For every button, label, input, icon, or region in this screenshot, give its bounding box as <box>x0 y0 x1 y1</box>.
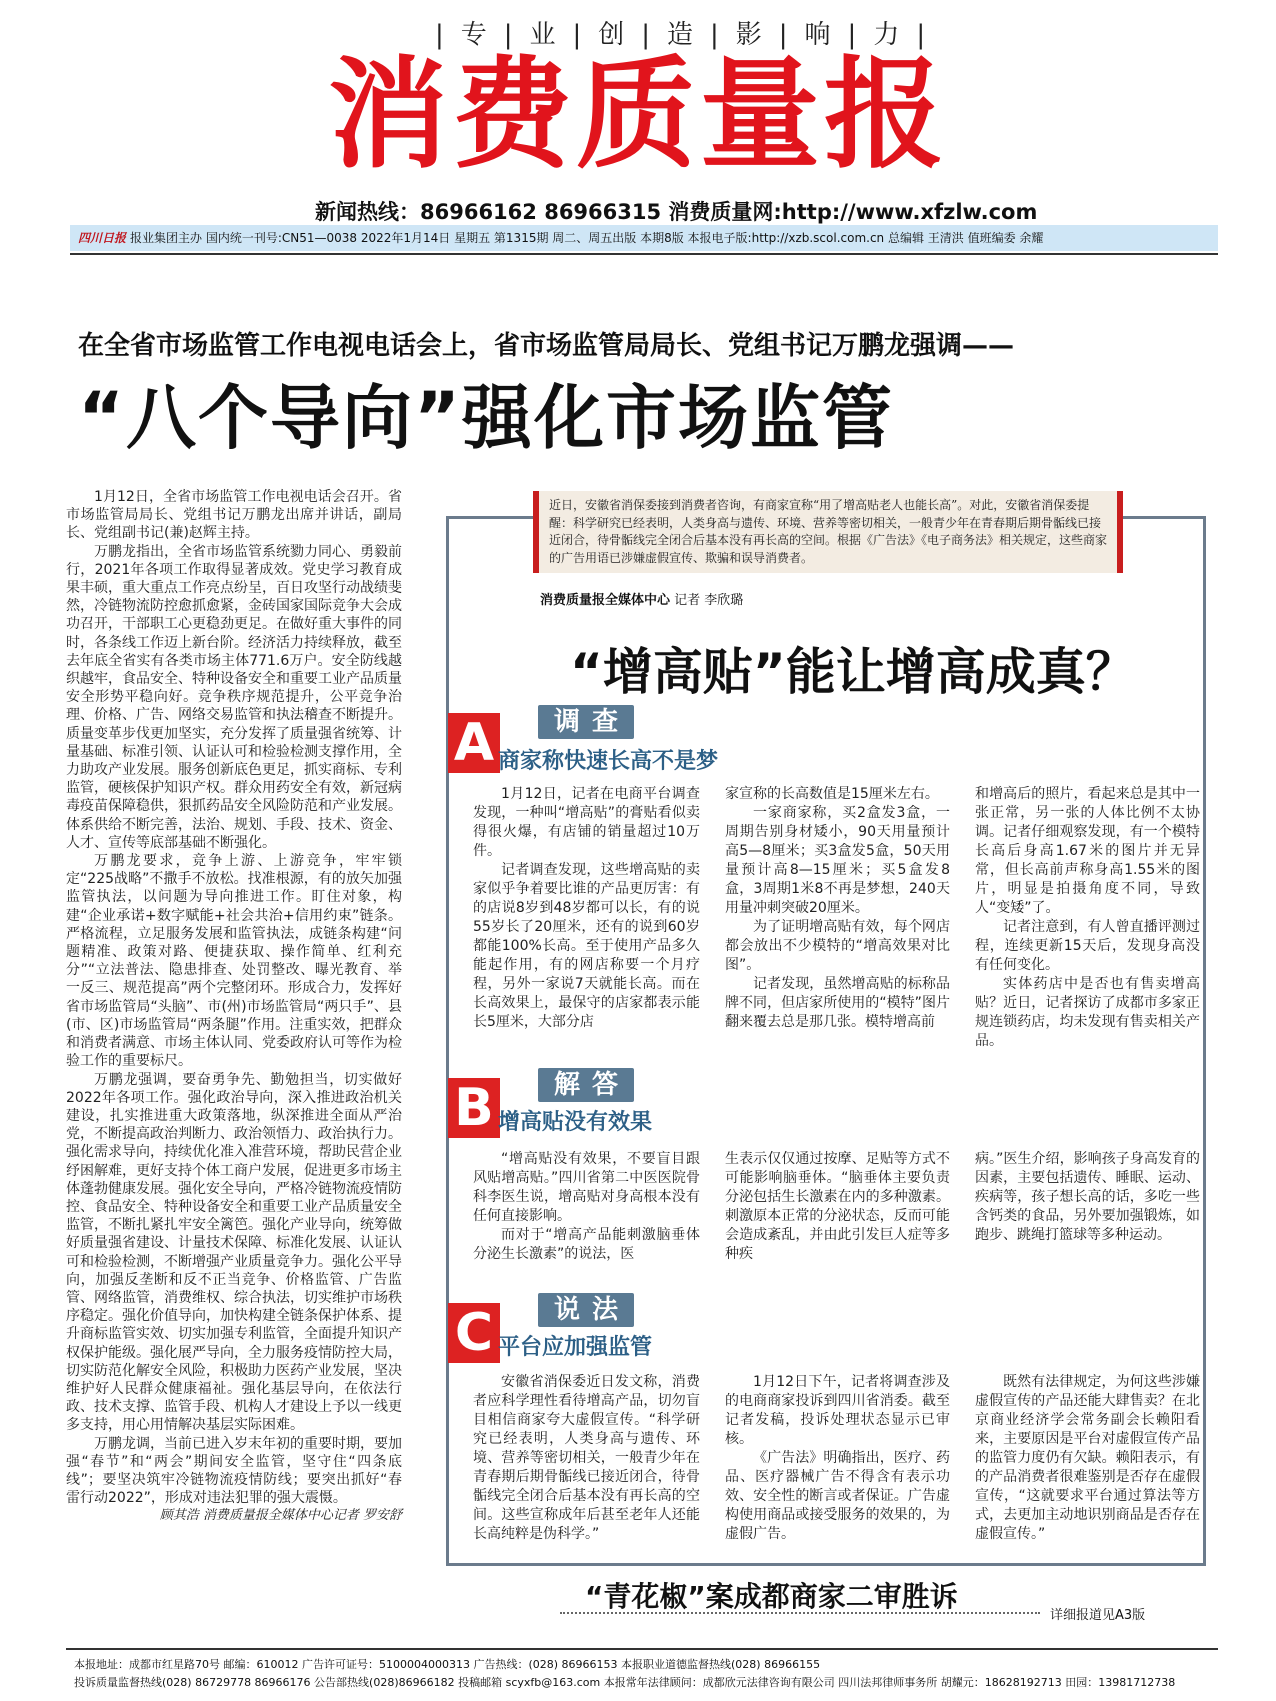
section-a-col3 <box>975 785 1200 1051</box>
lead-headline: “八个导向”强化市场监管 <box>78 377 895 459</box>
lead-paragraph: 万鹏龙强调，要奋勇争先、勤勉担当，切实做好2022年各项工作。强化政治导向，深入推进政治机关建设，扎实推进重大政策落地，纵深推进全面从严治党，不断提高政治判断力、政治领悟力、政治执行力。强化需求导向，持续优化准入准营环境，帮助民营企业纾困解难，更好支持个体工商户发展，促进更多市场主体蓬勃健康发展。强化安全导向，严格冷链物流疫情防控、食品安全、特种设备安全和重要工业产品质量安全监管，不断扎紧扎牢安全篱笆。强化产业导向，统筹做好质量强省建设、计量技术保障、标准化发展、认证认可和检验检测，不断增强产业质量竞争力。强化公平导向，加强反垄断和反不正当竞争、价格监管、广告监管、网络监管，消费维权、综合执法，切实维护市场秩序稳定。强化价值导向，加快构建全链条保护体系、提升商标监管实效、切实加强专利监管，全面提升知识产权保护能级。强化展严导向，全力服务疫情防控大局，切实防范化解安全风险，积极助力医药产业发展，坚决维护好人民群众健康福祉。强化基层导向，在依法行政、技术支撑、监管手段、机构人才建设上予以一线更多支持，用心用情解决基层实际困难。 <box>66 1071 402 1434</box>
reporter-name: 记者 李欣璐 <box>674 593 744 608</box>
section-a-letter: A <box>448 713 500 773</box>
paragraph: 既然有法律规定，为何这些涉嫌虚假宣传的产品还能大肆售卖？在北京商业经济学会常务副会长赖阳看来，主要原因是平台对虚假宣传产品的监管力度仍有欠缺。赖阳表示，有的产品消费者很难鉴别是否存在虚假宣传，“这就要求平台通过算法等方式，去更加主动地识别商品是否存在虚假宣传。” <box>975 1374 1200 1542</box>
section-c-col3 <box>975 1373 1200 1544</box>
section-b-col3 <box>975 1150 1200 1245</box>
section-a-col1 <box>473 785 700 1032</box>
section-b-tag: 解答 <box>538 1068 634 1102</box>
section-a-tag: 调查 <box>538 705 634 739</box>
paragraph: 《广告法》明确指出，医疗、药品、医疗器械广告不得含有表示功效、安全性的断言或者保证。广告虚构使用商品或接受服务的效果的，为虚假广告。 <box>725 1450 950 1542</box>
header-rule <box>70 253 1218 255</box>
paragraph: 而对于“增高产品能刺激脑垂体分泌生长激素”的说法，医 <box>473 1227 700 1262</box>
paragraph: 为了证明增高贴有效，每个网店都会放出不少模特的“增高效果对比图”。 <box>725 919 950 973</box>
footer-line-1: 本报地址：成都市红星路70号 邮编：610012 广告许可证号：5100004000313 广告热线：(028) 86966153 本报职业道德监督热线(028) 86966155 <box>74 1658 821 1671</box>
hotline-line: 新闻热线：86966162 86966315 消费质量网:http://www.xfzlw.com <box>315 200 1038 224</box>
paragraph: 病。”医生介绍，影响孩子身高发育的因素，主要包括遗传、睡眠、运动、疾病等，孩子想长高的话，多吃一些含钙类的食品，另外要加强锻炼，如跑步、跳绳打篮球等多种运动。 <box>975 1151 1200 1243</box>
paragraph: 安徽省消保委近日发文称，消费者应科学理性看待增高产品，切勿盲目相信商家夸大虚假宣传。“科学研究已经表明，人类身高与遗传、环境、营养等密切相关，一般青少年在青春期后期骨骺线已接近闭合，待骨骺线完全闭合后基本没有再长高的空间。这些宣称成年后甚至老年人还能长高纯粹是伪科学。” <box>473 1374 700 1542</box>
section-c-col1 <box>473 1373 700 1544</box>
lead-paragraph: 万鹏龙要求，竞争上游、上游竞争，牢牢锁定“225战略”不撒手不放松。找准根源，有的放矢加强监管执法，以问题为导向推进工作。盯住对象，构建“企业承诺+数字赋能+社会共治+信用约束”链条。严格流程，立足服务发展和监管执法，成链条构建“问题精准、政策对路、便捷获取、操作简单、红利充分”“立法普法、隐患排查、处罚整改、曝光教育、举一反三、规范提高”两个完整闭环。形成合力，发挥好省市场监管局“头脑”、市(州)市场监管局“两只手”、县(市、区)市场监管局“两条腿”作用。注重实效，把群众和消费者满意、市场主体认同、党委政府认可等作为检验工作的重要标尺。 <box>66 853 402 1070</box>
teaser-ref[interactable]: 详细报道见A3版 <box>1050 1608 1146 1623</box>
section-c-col2 <box>725 1373 950 1544</box>
section-b-letter: B <box>448 1078 500 1138</box>
lead-kicker: 在全省市场监管工作电视电话会上，省市场监管局局长、党组书记万鹏龙强调—— <box>78 331 1015 361</box>
issue-info: 报业集团主办 国内统一刊号:CN51—0038 2022年1月14日 星期五 第1315期 周二、周五出版 本期8版 本报电子版:http://xzb.scol.com.cn 总编辑 王清洪 值班编委 余耀 <box>130 231 1044 245</box>
section-b-col1 <box>473 1150 700 1264</box>
paper-logo: 四川日报 <box>78 231 127 245</box>
footer-line-2: 投诉质量监督热线(028) 86729778 86966176 公告部热线(028)86966182 投稿邮箱 scyxfb@163.com 本报常年法律顾问：成都欣元法律咨询有限公司 四川法邦律师事务所 胡耀元：18628192713 田园：13981712738 <box>74 1676 1176 1689</box>
teaser-leader <box>560 1612 1040 1614</box>
paragraph: 和增高后的照片，看起来总是其中一张正常，另一张的人体比例不太协调。记者仔细观察发现，有一个模特长高后身高1.67米的图片并无异常，但长高前声称身高1.55米的图片，明显是拍摄角度不同，导致人“变矮”了。 <box>975 786 1200 916</box>
section-c-letter: C <box>448 1303 500 1363</box>
lead-paragraph: 1月12日，全省市场监管工作电视电话会召开。省市场监管局局长、党组书记万鹏龙出席并讲话，副局长、党组副书记(兼)赵辉主持。 <box>66 489 402 542</box>
paragraph: 1月12日，记者在电商平台调查发现，一种叫“增高贴”的膏贴看似卖得很火爆，有店铺的销量超过10万件。 <box>473 786 700 859</box>
section-c-tag: 说法 <box>538 1293 634 1327</box>
lead-paragraph: 万鹏龙调，当前已进入岁末年初的重要时期，要加强“春节”和“两会”期间安全监管，坚守住“四条底线”；要坚决筑牢冷链物流疫情防线；要突出抓好“春雷行动2022”，形成对违法犯罪的强大震慑。 <box>66 1435 402 1507</box>
teaser-headline[interactable]: “青花椒”案成都商家二审胜诉 <box>585 1580 958 1613</box>
lead-article <box>66 488 402 1526</box>
section-b-col2 <box>725 1150 950 1264</box>
section-b-heading: 增高贴没有效果 <box>498 1110 653 1135</box>
paragraph: 生表示仅仅通过按摩、足贴等方式不可能影响脑垂体。“脑垂体主要负责分泌包括生长激素在内的多种激素。刺激原本正常的分泌状态，反而可能会造成紊乱，并由此引发巨人症等多种疾 <box>725 1151 950 1262</box>
feature-title: “增高贴”能让增高成真？ <box>570 643 1136 701</box>
issue-info-bar <box>70 225 1218 251</box>
section-a-col2 <box>725 785 950 1032</box>
paragraph: 记者注意到，有人曾直播评测过程，连续更新15天后，发现身高没有任何变化。 <box>975 919 1200 973</box>
section-a-heading: 商家称快速长高不是梦 <box>498 749 719 774</box>
paragraph: 1月12日下午，记者将调查涉及的电商商家投诉到四川省消委。截至记者发稿，投诉处理状态显示已审核。 <box>725 1374 950 1447</box>
masthead: 消费质量报 <box>328 46 948 185</box>
paragraph: 实体药店中是否也有售卖增高贴？近日，记者探访了成都市多家正规连锁药店，均未发现有售卖相关产品。 <box>975 976 1200 1049</box>
feature-reporter <box>540 589 743 608</box>
slogan: |专|业|创|造|影|响|力| <box>435 20 943 50</box>
reporter-org: 消费质量报全媒体中心 <box>540 593 671 608</box>
paragraph: 记者发现，虽然增高贴的标称品牌不同，但店家所使用的“模特”图片翻来覆去总是那几张。模特增高前 <box>725 976 950 1030</box>
lead-paragraph: 万鹏龙指出，全省市场监管系统勠力同心、勇毅前行，2021年各项工作取得显著成效。党史学习教育成果丰硕，重大重点工作亮点纷呈，百日攻坚行动战绩斐然，冷链物流防控愈抓愈紧，金砖国家国际竞争大会成功召开，干部职工心更稳劲更足。在做好重大事件的同时，各条线工作迈上新台阶。经济活力持续释放，截至去年底全省实有各类市场主体771.6万户。安全防线越织越牢，食品安全、特种设备安全和重要工业产品质量安全形势平稳向好。竞争秩序规范提升，公平竞争治理、价格、广告、网络交易监管和执法稽查不断提升。质量变革步伐更加坚实，充分发挥了质量强省统筹、计量基础、标准引领、认证认可和检验检测支撑作用，全力助攻产业发展。服务创新底色更足，抓实商标、专利监管，硬核保护知识产权。群众用药安全有效，新冠病毒疫苗保障稳供，狠抓药品安全风险防范和产业发展。体系供给不断完善，法治、规划、手段、技术、资金、人才、宣传等底部基础不断强化。 <box>66 543 402 851</box>
section-c-heading: 平台应加强监管 <box>498 1335 653 1360</box>
paragraph: “增高贴没有效果，不要盲目跟风贴增高贴。”四川省第二中医医院骨科李医生说，增高贴对身高根本没有任何直接影响。 <box>473 1151 700 1224</box>
footer-rule <box>66 1648 1218 1650</box>
paragraph: 一家商家称，买2盒发3盒，一周期告别身材矮小，90天用量预计高5—8厘米；买3盒发5盒，50天用量预计高8—15厘米；买5盒发8盒，3周期1米8不再是梦想，240天用量冲刺突破20厘米。 <box>725 805 950 916</box>
lead-byline: 顾其浩 消费质量报全媒体中心记者 罗安舒 <box>159 1508 402 1524</box>
feature-intro: 近日，安徽省消保委接到消费者咨询，有商家宣称“用了增高贴老人也能长高”。对此，安徽省消保委提醒：科学研究已经表明，人类身高与遗传、环境、营养等密切相关，一般青少年在青春期后期骨骺线已接近闭合，待骨骺线完全闭合后基本没有再长高的空间。根据《广告法》《电子商务法》相关规定，这些商家的广告用语已涉嫌虚假宣传、欺骗和误导消费者。 <box>533 491 1123 573</box>
paragraph: 家宣称的长高数值是15厘米左右。 <box>725 786 939 802</box>
paragraph: 记者调查发现，这些增高贴的卖家似乎争着要比谁的产品更厉害：有的店说8岁到48岁都可以长，有的说55岁长了20厘米，还有的说到60岁都能100%长高。至于使用产品多久能起作用，有的网店称要一个月疗程，另外一家说7天就能长高。而在长高效果上，最保守的店家都表示能长5厘米，大部分店 <box>473 862 700 1030</box>
